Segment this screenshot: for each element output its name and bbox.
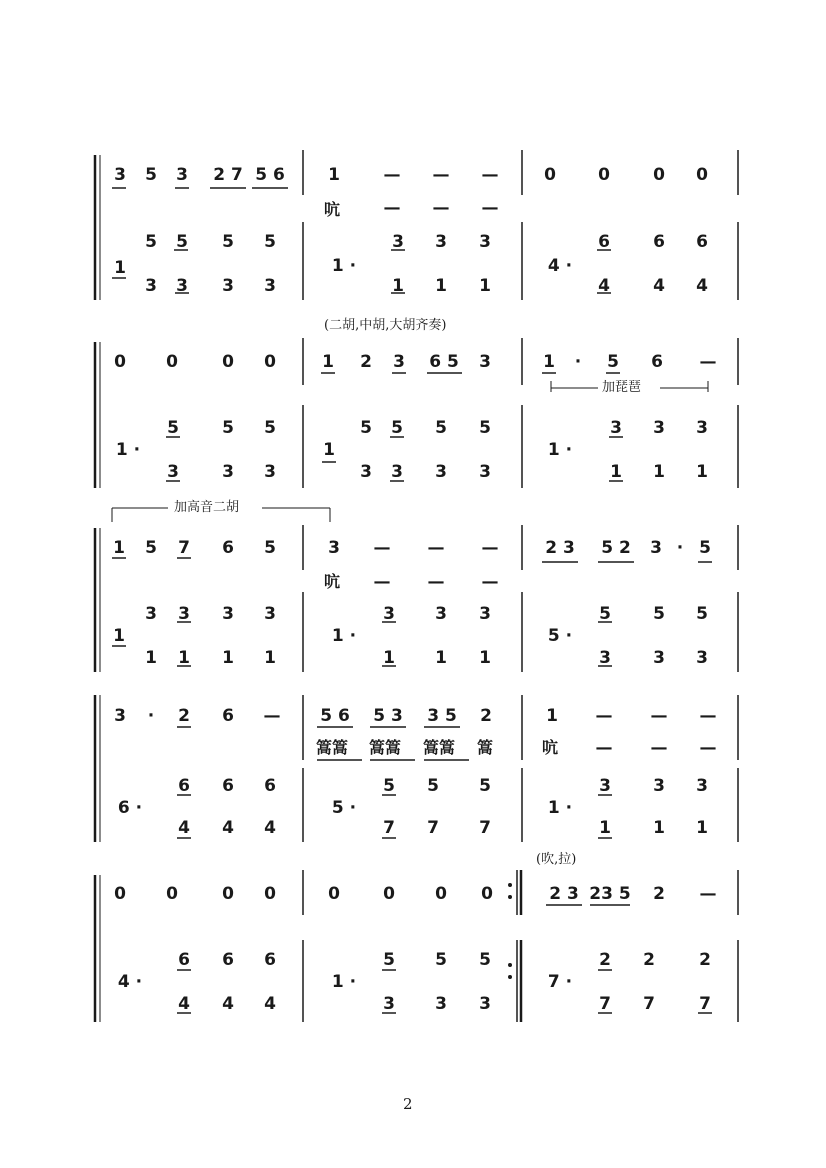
note: 0 <box>481 884 493 904</box>
annotation-instruments: (二胡,中胡,大胡齐奏) <box>324 318 447 333</box>
dash: — <box>373 538 391 558</box>
note: 7 <box>427 818 439 838</box>
lyric: 篙 <box>477 738 494 757</box>
note: 1 <box>178 648 190 668</box>
note: 1 <box>222 648 234 668</box>
dash: — <box>427 538 445 558</box>
note: 5 <box>383 776 395 796</box>
note: 2 <box>699 950 711 970</box>
note: 1 · <box>331 972 357 992</box>
note: 3 <box>435 462 447 482</box>
note: 2 <box>360 352 372 372</box>
note: 3 <box>479 462 491 482</box>
note: 2 <box>599 950 611 970</box>
note: 1 · <box>115 440 141 460</box>
note: 2 <box>480 706 492 726</box>
note: 5 <box>360 418 372 438</box>
note: 3 <box>176 276 188 296</box>
note: 6 <box>651 352 663 372</box>
dash: — <box>699 738 717 758</box>
note: 5 <box>145 165 157 185</box>
dash: — <box>383 198 401 218</box>
note: 3 <box>479 604 491 624</box>
note: 3 <box>176 165 188 185</box>
note: 3 <box>383 994 395 1014</box>
note: 3 <box>145 604 157 624</box>
note: 1 <box>323 440 335 460</box>
note: · <box>147 706 155 726</box>
dash: — <box>650 738 668 758</box>
note: 2 3 <box>545 538 575 558</box>
note: 5 <box>699 538 711 558</box>
note: 3 <box>222 604 234 624</box>
dash: — <box>481 198 499 218</box>
note: 0 <box>435 884 447 904</box>
lyric: 吭 <box>324 572 341 591</box>
note: 6 <box>222 950 234 970</box>
note: 1 · <box>331 626 357 646</box>
note: 1 <box>610 462 622 482</box>
lyric: 篙篙 <box>369 738 402 757</box>
note: 3 <box>222 462 234 482</box>
note: 5 <box>696 604 708 624</box>
note: 6 5 <box>429 352 459 372</box>
note: 1 <box>696 462 708 482</box>
note: 4 · <box>547 256 573 276</box>
note: 6 <box>222 706 234 726</box>
note: 1 <box>543 352 555 372</box>
note: 0 <box>544 165 556 185</box>
note: 1 <box>653 462 665 482</box>
dash: — <box>699 352 717 372</box>
dash: — <box>263 706 281 726</box>
note: 3 <box>599 776 611 796</box>
note: 7 <box>599 994 611 1014</box>
note: 5 <box>167 418 179 438</box>
note: · <box>574 352 582 372</box>
note: 1 · <box>547 798 573 818</box>
note: 6 <box>653 232 665 252</box>
note: 5 <box>391 418 403 438</box>
note: 1 <box>328 165 340 185</box>
dash: — <box>699 706 717 726</box>
note: 5 3 <box>373 706 403 726</box>
note: 1 <box>435 276 447 296</box>
dash: — <box>595 706 613 726</box>
note: 1 <box>479 648 491 668</box>
dash: — <box>432 165 450 185</box>
note: 0 <box>166 352 178 372</box>
note: 0 <box>653 165 665 185</box>
note: 3 <box>178 604 190 624</box>
note: 3 <box>167 462 179 482</box>
note: 6 <box>222 538 234 558</box>
note: 3 <box>653 776 665 796</box>
note: 5 <box>222 232 234 252</box>
lyric: 篙篙 <box>423 738 456 757</box>
note: 5 2 <box>601 538 631 558</box>
dash: — <box>481 538 499 558</box>
note: 5 <box>435 950 447 970</box>
dash: — <box>432 198 450 218</box>
dash: — <box>481 572 499 592</box>
page-number: 2 <box>403 1095 413 1113</box>
dash: — <box>699 884 717 904</box>
note: 5 <box>599 604 611 624</box>
note: 2 <box>643 950 655 970</box>
note: 0 <box>264 884 276 904</box>
note: 3 <box>264 276 276 296</box>
note: 0 <box>328 884 340 904</box>
note: 2 <box>653 884 665 904</box>
note: 7 <box>643 994 655 1014</box>
note: 3 <box>435 994 447 1014</box>
note: 3 <box>391 462 403 482</box>
note: 7 · <box>547 972 573 992</box>
note: 23 5 <box>589 884 631 904</box>
dash: — <box>650 706 668 726</box>
note: 5 <box>427 776 439 796</box>
note: 3 <box>222 276 234 296</box>
note: 5 <box>479 950 491 970</box>
note: 5 <box>653 604 665 624</box>
lyric: 篙篙 <box>316 738 349 757</box>
note: 6 · <box>117 798 143 818</box>
repeat-dots <box>508 883 512 979</box>
note: 5 <box>264 232 276 252</box>
note: 3 <box>479 994 491 1014</box>
note: 3 <box>610 418 622 438</box>
note: 3 <box>145 276 157 296</box>
note: 0 <box>222 884 234 904</box>
note: 3 <box>479 352 491 372</box>
note: 5 <box>222 418 234 438</box>
note: 3 <box>479 232 491 252</box>
note: 1 <box>383 648 395 668</box>
lyric: 吭 <box>324 200 341 219</box>
note: 1 <box>546 706 558 726</box>
note: 5 <box>176 232 188 252</box>
note: 2 <box>178 706 190 726</box>
note: 4 <box>264 994 276 1014</box>
note: 3 <box>435 604 447 624</box>
note: 7 <box>383 818 395 838</box>
note: 3 <box>599 648 611 668</box>
note: 3 <box>114 706 126 726</box>
note: 6 <box>178 950 190 970</box>
note: 4 <box>696 276 708 296</box>
note: 1 <box>479 276 491 296</box>
note: 1 <box>599 818 611 838</box>
note: 3 <box>696 418 708 438</box>
note: 3 5 <box>427 706 457 726</box>
note: 5 <box>607 352 619 372</box>
note: 5 <box>383 950 395 970</box>
annotation-chui-la: (吹,拉) <box>536 852 577 867</box>
note: 5 6 <box>320 706 350 726</box>
note: 5 <box>479 418 491 438</box>
note: 1 <box>264 648 276 668</box>
note: 1 <box>435 648 447 668</box>
note: 5 <box>264 538 276 558</box>
note: 3 <box>392 232 404 252</box>
dash: — <box>427 572 445 592</box>
note: 4 <box>653 276 665 296</box>
note: 6 <box>222 776 234 796</box>
note: 7 <box>479 818 491 838</box>
note: 4 <box>598 276 610 296</box>
dash: — <box>481 165 499 185</box>
note: 3 <box>435 232 447 252</box>
note: 7 <box>699 994 711 1014</box>
note: 3 <box>264 604 276 624</box>
note: 4 <box>178 994 190 1014</box>
note: 3 <box>264 462 276 482</box>
note: 0 <box>264 352 276 372</box>
note: 1 · <box>331 256 357 276</box>
note: 2 7 <box>213 165 243 185</box>
note: 3 <box>360 462 372 482</box>
dash: — <box>373 572 391 592</box>
note: 5 <box>479 776 491 796</box>
note: 1 <box>653 818 665 838</box>
note: 5 <box>145 232 157 252</box>
dash: — <box>383 165 401 185</box>
note: 3 <box>383 604 395 624</box>
note: 5 · <box>547 626 573 646</box>
note: 1 <box>113 538 125 558</box>
note: 1 · <box>547 440 573 460</box>
note: 3 <box>653 648 665 668</box>
note: 6 <box>264 776 276 796</box>
lyric: 吭 <box>542 738 559 757</box>
note: 1 <box>113 626 125 646</box>
note: 3 <box>650 538 662 558</box>
note: 4 <box>178 818 190 838</box>
note: 5 <box>435 418 447 438</box>
note: 3 <box>696 648 708 668</box>
note: 0 <box>114 884 126 904</box>
note: 6 <box>178 776 190 796</box>
note: 0 <box>222 352 234 372</box>
note: 2 3 <box>549 884 579 904</box>
note: 0 <box>114 352 126 372</box>
note: 1 <box>114 258 126 278</box>
note: 4 · <box>117 972 143 992</box>
note: 5 · <box>331 798 357 818</box>
note: 4 <box>264 818 276 838</box>
note: 4 <box>222 818 234 838</box>
note: 6 <box>696 232 708 252</box>
dash: — <box>595 738 613 758</box>
note: 0 <box>598 165 610 185</box>
note: 3 <box>696 776 708 796</box>
note: 6 <box>264 950 276 970</box>
note: 6 <box>598 232 610 252</box>
note: 1 <box>392 276 404 296</box>
note: 1 <box>696 818 708 838</box>
note: 3 <box>393 352 405 372</box>
note: 5 <box>264 418 276 438</box>
note: 0 <box>696 165 708 185</box>
note: 4 <box>222 994 234 1014</box>
note: 1 <box>145 648 157 668</box>
note: 3 <box>328 538 340 558</box>
system-2-lines <box>95 338 738 488</box>
note: · <box>676 538 684 558</box>
note: 7 <box>178 538 190 558</box>
annotation-gaoyin: 加高音二胡 <box>174 500 240 515</box>
annotation-pipa: 加琵琶 <box>602 380 642 395</box>
note: 3 <box>653 418 665 438</box>
note: 5 6 <box>255 165 285 185</box>
note: 3 <box>114 165 126 185</box>
note: 0 <box>166 884 178 904</box>
note: 5 <box>145 538 157 558</box>
note: 1 <box>322 352 334 372</box>
note: 0 <box>383 884 395 904</box>
